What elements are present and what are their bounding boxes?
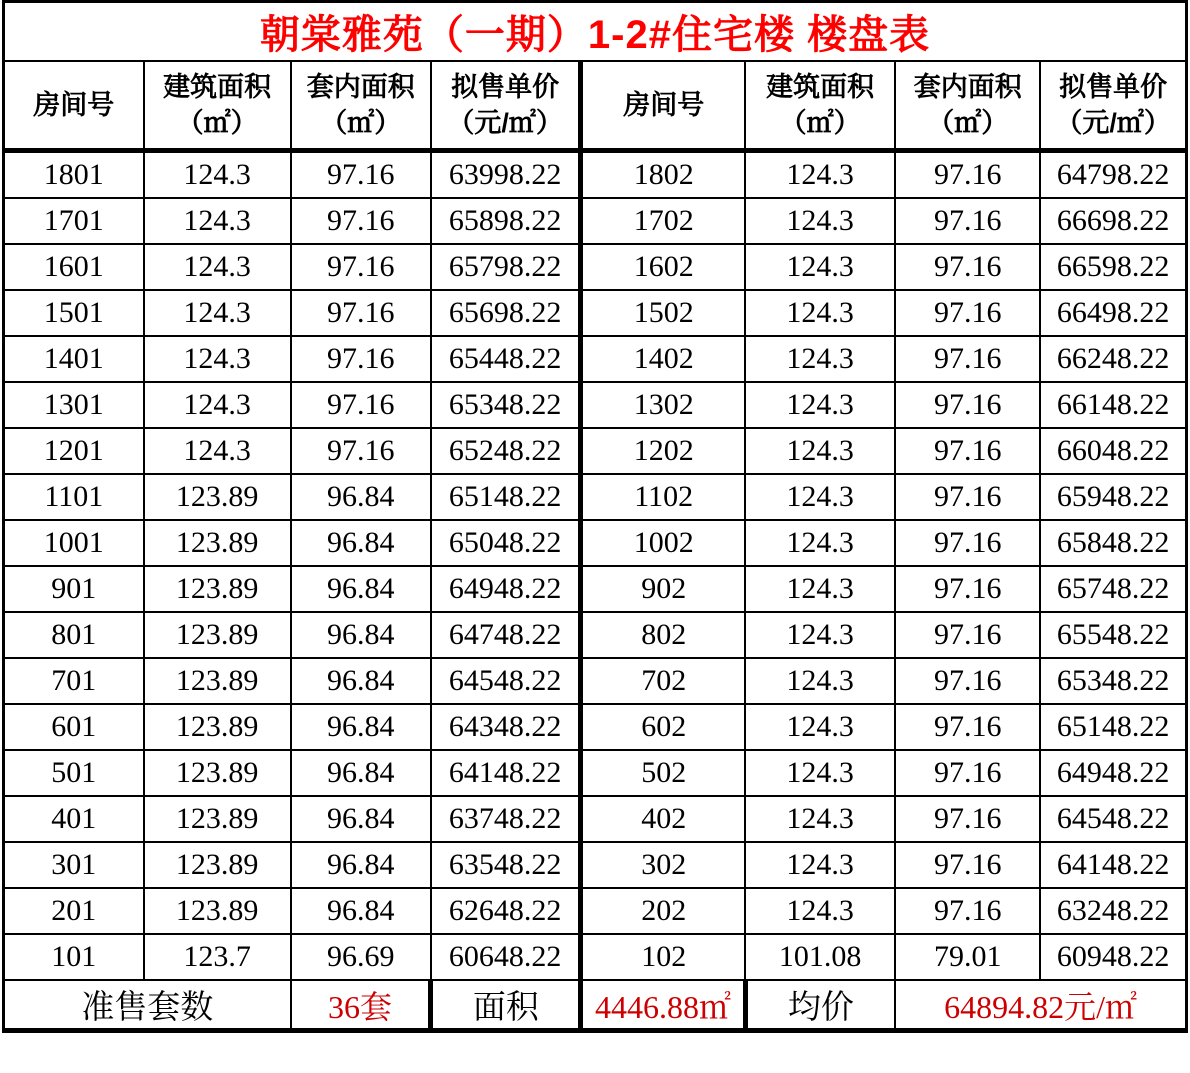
- room-number-cell: 301: [4, 842, 144, 888]
- room-number-cell: 1802: [581, 151, 745, 199]
- header-unit-price-right: [1040, 61, 1186, 151]
- gross-area-cell: 123.89: [144, 612, 291, 658]
- gross-area-cell: 124.3: [745, 888, 895, 934]
- gross-area-cell: 124.3: [745, 842, 895, 888]
- net-area-cell: 96.84: [291, 474, 431, 520]
- room-number-cell: 902: [581, 566, 745, 612]
- room-number-cell: 1302: [581, 382, 745, 428]
- unit-price-cell: 64148.22: [1040, 842, 1186, 888]
- room-number-cell: 801: [4, 612, 144, 658]
- gross-area-cell: 124.3: [745, 336, 895, 382]
- unit-price-cell: 65698.22: [431, 290, 581, 336]
- gross-area-cell: 124.3: [745, 244, 895, 290]
- net-area-cell: 96.84: [291, 658, 431, 704]
- header-unit-price-left-unit: （元/㎡）: [447, 108, 563, 138]
- room-number-cell: 1301: [4, 382, 144, 428]
- room-number-cell: 701: [4, 658, 144, 704]
- unit-price-cell: 66148.22: [1040, 382, 1186, 428]
- header-gross-area-right: [745, 61, 895, 151]
- table-row: [4, 750, 1187, 796]
- room-number-cell: 802: [581, 612, 745, 658]
- unit-price-cell: 65898.22: [431, 198, 581, 244]
- header-room-right: [581, 61, 745, 151]
- column-header-row: [4, 61, 1187, 151]
- unit-price-cell: 64948.22: [1040, 750, 1186, 796]
- room-number-cell: 1801: [4, 151, 144, 199]
- unit-price-cell: 65248.22: [431, 428, 581, 474]
- room-number-cell: 1501: [4, 290, 144, 336]
- header-gross-area-left: [144, 61, 291, 151]
- unit-price-cell: 63998.22: [431, 151, 581, 199]
- gross-area-cell: 123.89: [144, 750, 291, 796]
- room-number-cell: 702: [581, 658, 745, 704]
- gross-area-cell: 124.3: [745, 151, 895, 199]
- header-gross-area-right-label: 建筑面积: [766, 71, 875, 102]
- table-row: [4, 704, 1187, 750]
- unit-price-cell: 65148.22: [1040, 704, 1186, 750]
- unit-price-cell: 64748.22: [431, 612, 581, 658]
- room-number-cell: 1102: [581, 474, 745, 520]
- room-number-cell: 201: [4, 888, 144, 934]
- room-number-cell: 1402: [581, 336, 745, 382]
- gross-area-cell: 124.3: [745, 796, 895, 842]
- gross-area-cell: 124.3: [144, 198, 291, 244]
- unit-price-cell: 66248.22: [1040, 336, 1186, 382]
- gross-area-cell: 123.89: [144, 658, 291, 704]
- table-row: [4, 888, 1187, 934]
- unit-price-cell: 64798.22: [1040, 151, 1186, 199]
- unit-price-cell: 64148.22: [431, 750, 581, 796]
- header-gross-area-left-unit: （㎡）: [176, 108, 258, 138]
- room-number-cell: 602: [581, 704, 745, 750]
- gross-area-cell: 101.08: [745, 934, 895, 980]
- unit-price-cell: 64548.22: [1040, 796, 1186, 842]
- net-area-cell: 97.16: [895, 382, 1040, 428]
- room-number-cell: 1202: [581, 428, 745, 474]
- average-price-label: 均价: [745, 980, 895, 1031]
- net-area-cell: 96.84: [291, 520, 431, 566]
- gross-area-cell: 123.89: [144, 520, 291, 566]
- gross-area-cell: 124.3: [745, 750, 895, 796]
- gross-area-cell: 123.89: [144, 474, 291, 520]
- gross-area-cell: 124.3: [745, 198, 895, 244]
- header-unit-price-right-unit: （元/㎡）: [1055, 108, 1171, 138]
- room-number-cell: 1101: [4, 474, 144, 520]
- header-gross-area-right-unit: （㎡）: [779, 108, 861, 138]
- unit-price-cell: 65348.22: [431, 382, 581, 428]
- net-area-cell: 97.16: [291, 151, 431, 199]
- room-number-cell: 1701: [4, 198, 144, 244]
- table-body: [4, 151, 1187, 981]
- room-number-cell: 502: [581, 750, 745, 796]
- net-area-cell: 96.84: [291, 704, 431, 750]
- room-number-cell: 1502: [581, 290, 745, 336]
- net-area-cell: 97.16: [895, 244, 1040, 290]
- net-area-cell: 79.01: [895, 934, 1040, 980]
- gross-area-cell: 124.3: [745, 428, 895, 474]
- net-area-cell: 97.16: [895, 151, 1040, 199]
- net-area-cell: 97.16: [291, 428, 431, 474]
- net-area-cell: 97.16: [895, 888, 1040, 934]
- net-area-cell: 97.16: [895, 520, 1040, 566]
- room-number-cell: 1602: [581, 244, 745, 290]
- gross-area-cell: 124.3: [745, 474, 895, 520]
- net-area-cell: 97.16: [895, 612, 1040, 658]
- gross-area-cell: 123.89: [144, 888, 291, 934]
- table-row: [4, 151, 1187, 199]
- table-row: [4, 612, 1187, 658]
- unit-price-cell: 65948.22: [1040, 474, 1186, 520]
- room-number-cell: 1002: [581, 520, 745, 566]
- gross-area-cell: 124.3: [745, 658, 895, 704]
- room-number-cell: 901: [4, 566, 144, 612]
- net-area-cell: 97.16: [895, 474, 1040, 520]
- gross-area-cell: 124.3: [745, 612, 895, 658]
- room-number-cell: 401: [4, 796, 144, 842]
- unit-price-cell: 62648.22: [431, 888, 581, 934]
- unit-price-cell: 63548.22: [431, 842, 581, 888]
- net-area-cell: 96.84: [291, 612, 431, 658]
- total-area-value: 4446.88㎡: [581, 980, 745, 1031]
- net-area-cell: 97.16: [895, 750, 1040, 796]
- table-row: [4, 198, 1187, 244]
- table-row: [4, 796, 1187, 842]
- gross-area-cell: 124.3: [144, 382, 291, 428]
- gross-area-cell: 124.3: [144, 290, 291, 336]
- gross-area-cell: 124.3: [144, 336, 291, 382]
- table-row: [4, 842, 1187, 888]
- table-row: [4, 566, 1187, 612]
- table-row: [4, 934, 1187, 980]
- table-row: [4, 290, 1187, 336]
- header-room-left-label: 房间号: [33, 89, 115, 120]
- unit-price-cell: 66048.22: [1040, 428, 1186, 474]
- header-net-area-right-unit: （㎡）: [927, 108, 1009, 138]
- unit-price-cell: 60948.22: [1040, 934, 1186, 980]
- gross-area-cell: 123.89: [144, 704, 291, 750]
- room-number-cell: 501: [4, 750, 144, 796]
- gross-area-cell: 124.3: [745, 566, 895, 612]
- table-row: [4, 658, 1187, 704]
- average-price-value: 64894.82元/㎡: [895, 980, 1186, 1031]
- room-number-cell: 101: [4, 934, 144, 980]
- gross-area-cell: 124.3: [144, 244, 291, 290]
- unit-price-cell: 65048.22: [431, 520, 581, 566]
- net-area-cell: 97.16: [895, 428, 1040, 474]
- unit-price-cell: 63248.22: [1040, 888, 1186, 934]
- gross-area-cell: 124.3: [144, 428, 291, 474]
- unit-price-cell: 64348.22: [431, 704, 581, 750]
- unit-price-cell: 66698.22: [1040, 198, 1186, 244]
- room-number-cell: 1702: [581, 198, 745, 244]
- net-area-cell: 96.69: [291, 934, 431, 980]
- net-area-cell: 97.16: [895, 842, 1040, 888]
- title-row: [4, 2, 1187, 62]
- unit-price-cell: 65848.22: [1040, 520, 1186, 566]
- net-area-cell: 97.16: [291, 336, 431, 382]
- gross-area-cell: 124.3: [144, 151, 291, 199]
- price-table: [2, 0, 1188, 1033]
- net-area-cell: 96.84: [291, 888, 431, 934]
- unit-price-cell: 65448.22: [431, 336, 581, 382]
- room-number-cell: 402: [581, 796, 745, 842]
- header-unit-price-left-label: 拟售单价: [451, 71, 560, 102]
- table-row: [4, 382, 1187, 428]
- total-area-label: 面积: [431, 980, 581, 1031]
- net-area-cell: 97.16: [291, 244, 431, 290]
- header-net-area-left: [291, 61, 431, 151]
- unit-price-cell: 64948.22: [431, 566, 581, 612]
- header-net-area-right-label: 套内面积: [913, 71, 1022, 102]
- unit-price-cell: 64548.22: [431, 658, 581, 704]
- room-number-cell: 102: [581, 934, 745, 980]
- net-area-cell: 97.16: [895, 796, 1040, 842]
- room-number-cell: 601: [4, 704, 144, 750]
- room-number-cell: 1201: [4, 428, 144, 474]
- approved-units-label: 准售套数: [4, 980, 291, 1031]
- room-number-cell: 1401: [4, 336, 144, 382]
- unit-price-cell: 65798.22: [431, 244, 581, 290]
- page-title: 朝棠雅苑（一期）1-2#住宅楼 楼盘表: [4, 2, 1187, 62]
- header-net-area-left-label: 套内面积: [306, 71, 415, 102]
- net-area-cell: 97.16: [291, 198, 431, 244]
- header-gross-area-left-label: 建筑面积: [163, 71, 272, 102]
- header-net-area-left-unit: （㎡）: [320, 108, 402, 138]
- gross-area-cell: 124.3: [745, 290, 895, 336]
- unit-price-cell: 65348.22: [1040, 658, 1186, 704]
- table-row: [4, 474, 1187, 520]
- gross-area-cell: 124.3: [745, 520, 895, 566]
- gross-area-cell: 124.3: [745, 704, 895, 750]
- net-area-cell: 97.16: [895, 566, 1040, 612]
- room-number-cell: 202: [581, 888, 745, 934]
- net-area-cell: 96.84: [291, 750, 431, 796]
- table-row: [4, 520, 1187, 566]
- unit-price-cell: 65148.22: [431, 474, 581, 520]
- header-room-left: [4, 61, 144, 151]
- unit-price-cell: 65748.22: [1040, 566, 1186, 612]
- header-net-area-right: [895, 61, 1040, 151]
- header-room-right-label: 房间号: [623, 89, 705, 120]
- room-number-cell: 1601: [4, 244, 144, 290]
- unit-price-cell: 63748.22: [431, 796, 581, 842]
- approved-units-value: 36套: [291, 980, 431, 1031]
- gross-area-cell: 124.3: [745, 382, 895, 428]
- room-number-cell: 302: [581, 842, 745, 888]
- summary-row: [4, 980, 1187, 1031]
- unit-price-cell: 60648.22: [431, 934, 581, 980]
- net-area-cell: 97.16: [895, 658, 1040, 704]
- net-area-cell: 96.84: [291, 842, 431, 888]
- net-area-cell: 97.16: [895, 290, 1040, 336]
- gross-area-cell: 123.7: [144, 934, 291, 980]
- net-area-cell: 97.16: [291, 290, 431, 336]
- gross-area-cell: 123.89: [144, 796, 291, 842]
- net-area-cell: 96.84: [291, 796, 431, 842]
- header-unit-price-right-label: 拟售单价: [1059, 71, 1168, 102]
- net-area-cell: 97.16: [895, 198, 1040, 244]
- net-area-cell: 97.16: [895, 704, 1040, 750]
- table-row: [4, 336, 1187, 382]
- room-number-cell: 1001: [4, 520, 144, 566]
- header-unit-price-left: [431, 61, 581, 151]
- unit-price-cell: 66598.22: [1040, 244, 1186, 290]
- net-area-cell: 96.84: [291, 566, 431, 612]
- unit-price-cell: 66498.22: [1040, 290, 1186, 336]
- table-row: [4, 244, 1187, 290]
- net-area-cell: 97.16: [895, 336, 1040, 382]
- gross-area-cell: 123.89: [144, 566, 291, 612]
- gross-area-cell: 123.89: [144, 842, 291, 888]
- net-area-cell: 97.16: [291, 382, 431, 428]
- table-row: [4, 428, 1187, 474]
- unit-price-cell: 65548.22: [1040, 612, 1186, 658]
